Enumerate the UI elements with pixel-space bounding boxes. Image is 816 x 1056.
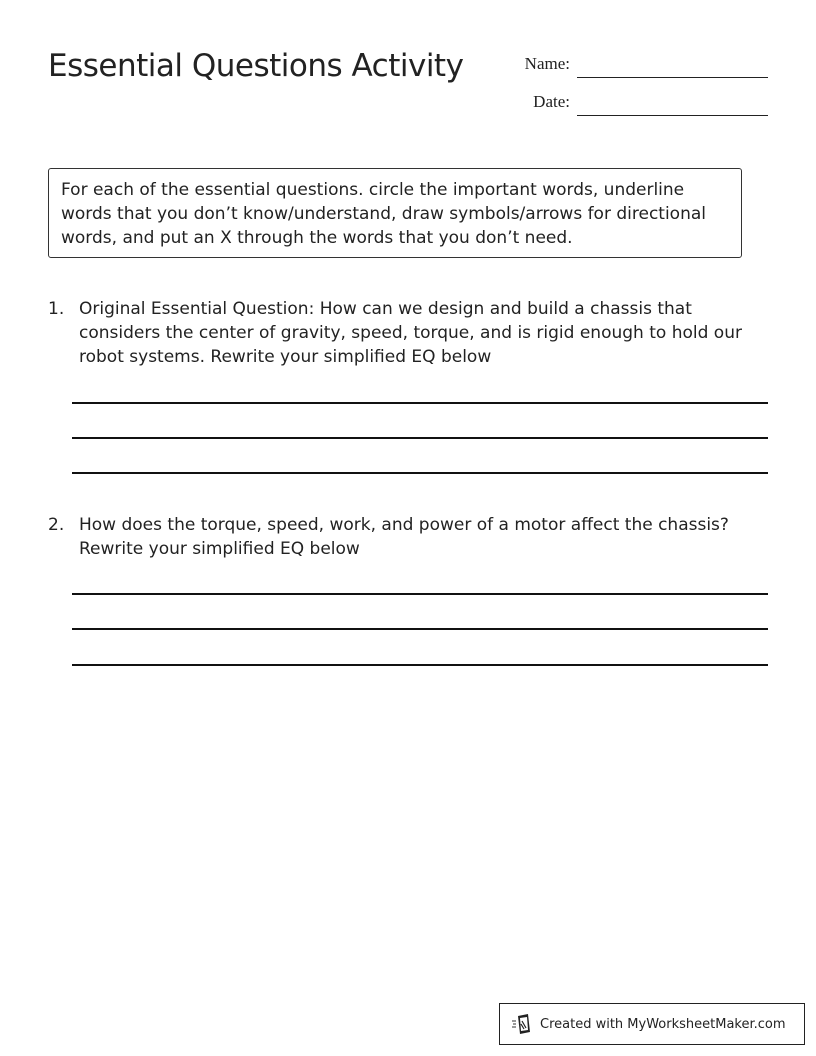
question-text: How does the torque, speed, work, and power of a motor affect the chassis? Rewrite your simplified EQ below: [79, 515, 729, 559]
answer-line-1-3[interactable]: [72, 472, 768, 474]
answer-line-2-2[interactable]: [72, 628, 768, 630]
question-2: [48, 513, 768, 565]
question-text: Original Essential Question: How can we design and build a chassis that considers the center of gravity, speed, torque, and is rigid enough to hold our robot systems. Rewrite your simplified EQ below: [79, 299, 742, 367]
answer-line-2-3[interactable]: [72, 664, 768, 666]
answer-line-1-1[interactable]: [72, 402, 768, 404]
footer-badge[interactable]: [499, 1003, 805, 1045]
answer-line-1-2[interactable]: [72, 437, 768, 439]
question-1: [48, 297, 768, 377]
date-field[interactable]: [510, 92, 770, 118]
name-label: Name:: [524, 54, 570, 73]
answer-line-2-1[interactable]: [72, 593, 768, 595]
instructions-box: For each of the essential questions. circle the important words, underline words that you don’t know/understand, draw symbols/arrows for directional words, and put an X through the words that you don’t need.: [48, 168, 742, 258]
name-input-line[interactable]: [577, 77, 768, 78]
date-input-line[interactable]: [577, 115, 768, 116]
question-number: 2.: [48, 515, 65, 535]
worksheet-maker-logo-icon: [512, 1013, 532, 1035]
date-label: Date:: [533, 92, 570, 111]
footer-text: Created with MyWorksheetMaker.com: [540, 1016, 786, 1032]
question-number: 1.: [48, 299, 65, 319]
name-field[interactable]: [510, 54, 770, 80]
page-title: Essential Questions Activity: [48, 48, 464, 84]
